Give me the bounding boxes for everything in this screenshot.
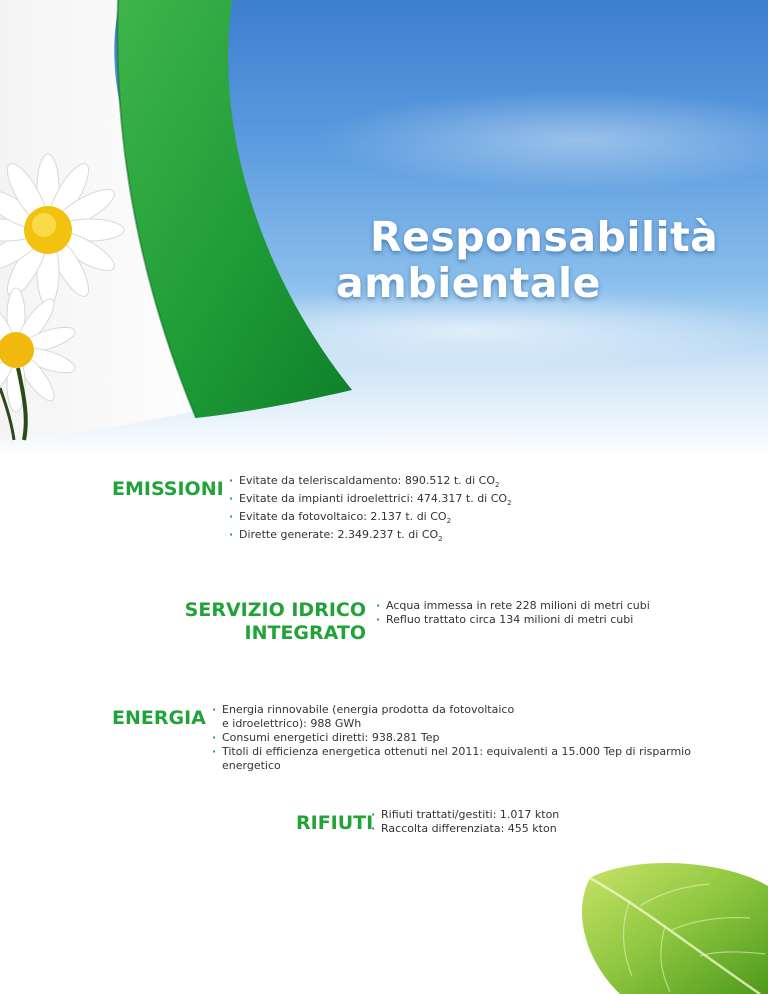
rifiuti-list <box>369 808 559 836</box>
list-item: · Refluo trattato circa 134 milioni di metri cubi <box>374 613 650 627</box>
subscript: 2 <box>507 499 512 507</box>
servizio-idrico-heading <box>178 599 366 645</box>
servizio-idrico-heading-line1: SERVIZIO IDRICO <box>184 599 366 621</box>
list-item-text: Energia rinnovabile (energia prodotta da fotovoltaico <box>222 703 515 716</box>
subscript: 2 <box>495 481 500 489</box>
energia-heading: ENERGIA <box>112 707 206 729</box>
servizio-idrico-heading-line2: INTEGRATO <box>244 622 366 644</box>
list-item <box>227 510 512 528</box>
list-item-text-cont: e idroelettrico): 988 GWh <box>222 717 362 730</box>
list-item-text: Evitate da fotovoltaico: 2.137 t. di CO <box>239 510 447 523</box>
subscript: 2 <box>446 517 452 525</box>
list-item-text: Evitate da teleriscaldamento: 890.512 t. di CO <box>239 474 496 487</box>
list-item: · Acqua immessa in rete 228 milioni di metri cubi <box>374 599 650 613</box>
list-item <box>227 528 512 546</box>
list-item-text: Consumi energetici diretti: 938.281 Tep <box>222 731 440 744</box>
page-title <box>336 214 718 306</box>
list-item <box>227 492 512 510</box>
list-item <box>210 745 691 773</box>
rifiuti-heading: RIFIUTI <box>296 812 374 834</box>
energia-list <box>210 703 691 773</box>
list-item <box>210 703 691 731</box>
list-item-text: Dirette generate: 2.349.237 t. di CO <box>239 528 439 541</box>
emissioni-heading: EMISSIONI <box>112 478 224 500</box>
servizio-idrico-list <box>374 599 650 627</box>
list-item-text: Evitate da impianti idroelettrici: 474.317 t. di CO <box>239 492 508 505</box>
list-item: · Raccolta differenziata: 455 kton <box>369 822 559 836</box>
page-title-line2: ambientale <box>336 259 601 307</box>
emissioni-list <box>227 474 512 546</box>
list-item-text: Titoli di efficienza energetica ottenuti nel 2011: equivalenti a 15.000 Tep di risparmio <box>222 745 691 758</box>
subscript: 2 <box>438 535 443 543</box>
page-title-line1: Responsabilità <box>370 213 719 261</box>
list-item: · Rifiuti trattati/gestiti: 1.017 kton <box>369 808 559 822</box>
list-item <box>227 474 512 492</box>
leaf-icon <box>560 856 768 994</box>
list-item-text-cont: energetico <box>222 759 281 772</box>
list-item <box>210 731 691 745</box>
